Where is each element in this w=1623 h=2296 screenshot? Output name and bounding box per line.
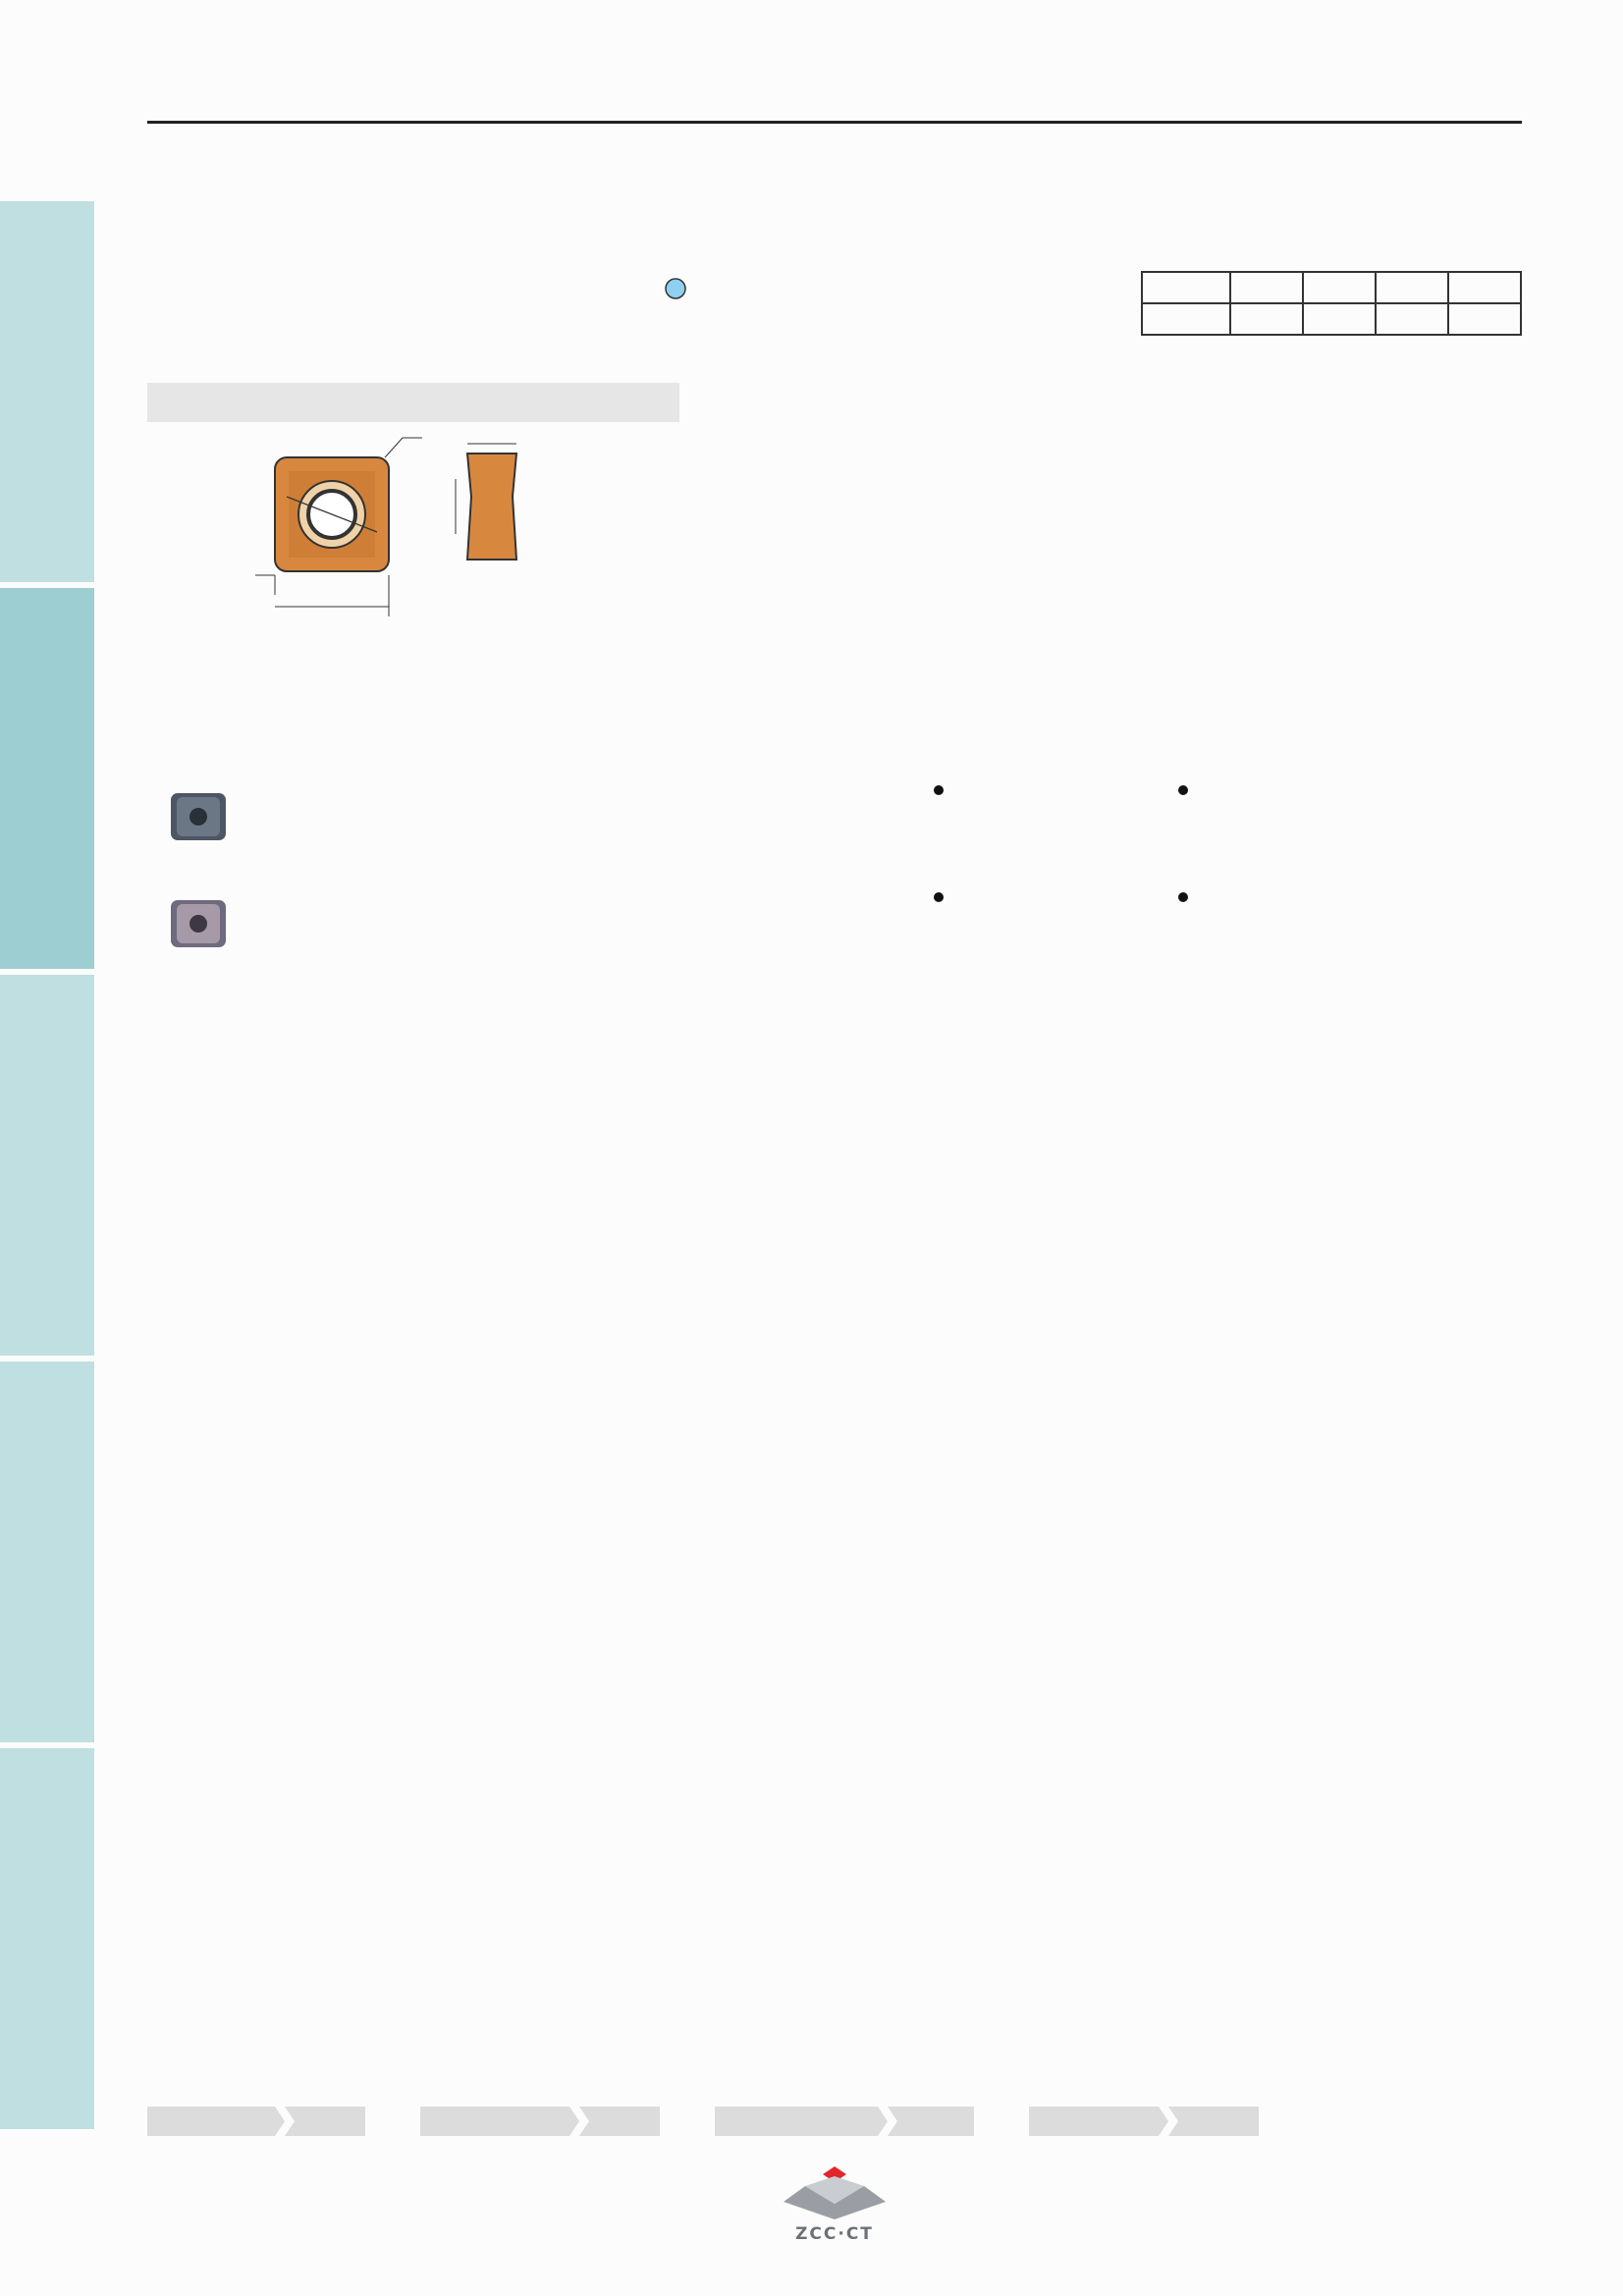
- legend-good: [664, 273, 711, 304]
- abbreviation-item: [1216, 1073, 1267, 1100]
- abbreviation-item: [1216, 991, 1267, 1019]
- spec-value: [1448, 303, 1521, 335]
- spec-value: [1303, 303, 1376, 335]
- in-stock-dot: [1178, 892, 1188, 902]
- spec-header: [1376, 272, 1448, 303]
- svg-text:ZCC·CT: ZCC·CT: [795, 2224, 874, 2243]
- abbreviation-item: [1216, 1045, 1267, 1073]
- condition-legend: [664, 273, 711, 367]
- tab-bohren[interactable]: [0, 975, 94, 1356]
- abbreviation-item: [1216, 1019, 1267, 1046]
- tab-fraesen[interactable]: [0, 588, 94, 969]
- bad-condition-icon: [664, 340, 687, 363]
- insert-side-view: [456, 444, 516, 560]
- insert-drawing: [216, 428, 540, 634]
- legend-bad: [664, 336, 711, 367]
- tab-drehen[interactable]: [0, 201, 94, 582]
- chevron-right-icon: [568, 2107, 589, 2136]
- insert-top-view: [255, 438, 422, 616]
- zcc-logo-icon: [776, 2164, 893, 2243]
- insert-photo-gm: [167, 894, 230, 953]
- in-stock-dot: [934, 785, 944, 795]
- chevron-right-icon: [876, 2107, 897, 2136]
- page-header: [147, 61, 1522, 124]
- normal-condition-icon: [664, 308, 687, 332]
- chevron-right-icon: [1157, 2107, 1178, 2136]
- spec-header: [1448, 272, 1521, 303]
- nav-technische-infos[interactable]: [715, 2107, 974, 2136]
- tab-index[interactable]: [0, 1748, 94, 2129]
- spec-value: [1230, 303, 1303, 335]
- tab-technische-information[interactable]: [0, 1362, 94, 1742]
- in-stock-dot: [934, 892, 944, 902]
- spec-value: [1376, 303, 1448, 335]
- abbreviation-list: [1216, 991, 1267, 1099]
- company-logo: [776, 2164, 893, 2247]
- nav-schnittdaten[interactable]: [1029, 2107, 1259, 2136]
- spec-header: [1303, 272, 1376, 303]
- nav-systemcode[interactable]: [147, 2107, 365, 2136]
- spec-size: [1142, 303, 1230, 335]
- in-stock-dot: [1178, 785, 1188, 795]
- good-condition-icon: [664, 277, 687, 300]
- dimension-table: [1141, 271, 1522, 336]
- grade-selection-table: [147, 383, 1524, 984]
- header-band: [147, 383, 679, 422]
- chevron-right-icon: [273, 2107, 295, 2136]
- legend-normal: [664, 304, 711, 336]
- spec-header: [1142, 272, 1230, 303]
- spec-header: [1230, 272, 1303, 303]
- insert-photo-gh: [167, 787, 230, 846]
- nav-auswahl-sorten[interactable]: [420, 2107, 660, 2136]
